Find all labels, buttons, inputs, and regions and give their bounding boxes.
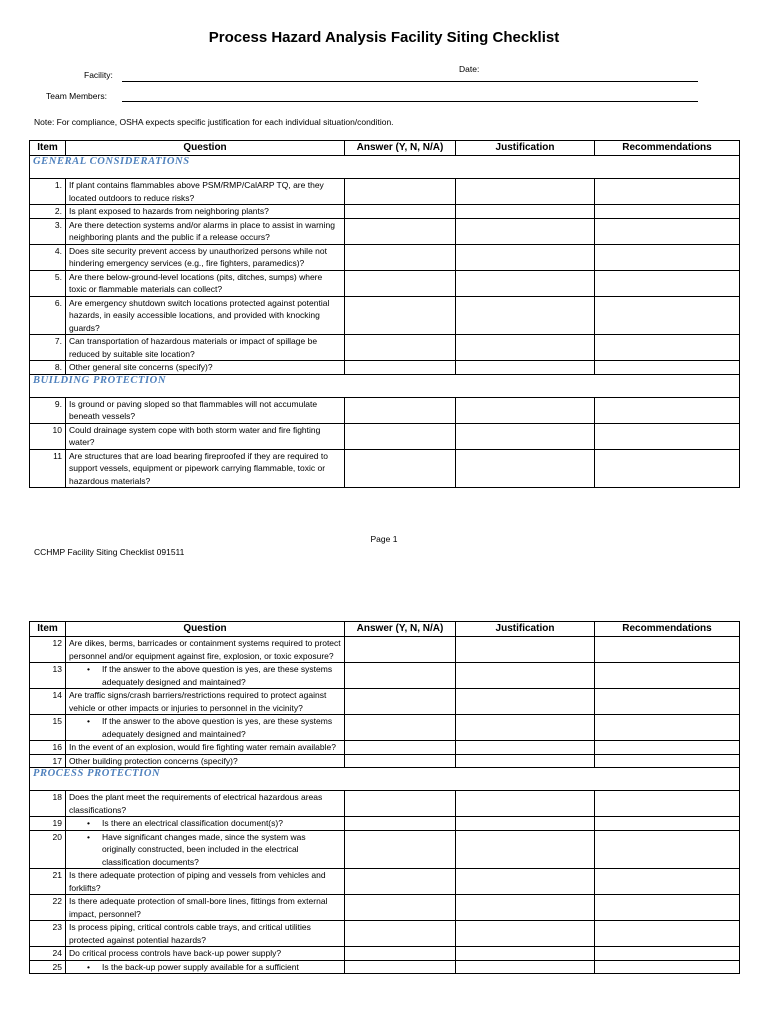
checklist-table-page2 xyxy=(29,621,740,974)
table-row xyxy=(30,244,740,270)
question-cell xyxy=(66,830,345,869)
question-text: Can transportation of hazardous materials or impact of spillage be reduced by suitable site location? xyxy=(69,336,318,359)
recommendations-cell[interactable] xyxy=(595,715,740,741)
item-number: 13 xyxy=(30,663,66,689)
header-justification: Justification xyxy=(456,622,595,637)
table-row xyxy=(30,423,740,449)
item-number: 25 xyxy=(30,960,66,974)
recommendations-cell[interactable] xyxy=(595,637,740,663)
section-header-row xyxy=(30,374,740,397)
item-number: 14 xyxy=(30,689,66,715)
item-number: 6. xyxy=(30,296,66,335)
table-row xyxy=(30,921,740,947)
recommendations-cell[interactable] xyxy=(595,663,740,689)
question-text: Are there detection systems and/or alarms in place to assist in warning neighboring plants and the public if a release occurs? xyxy=(69,219,335,242)
question-text: If plant contains flammables above PSM/RMP/CalARP TQ, are they located outdoors to reduce risks? xyxy=(69,180,324,203)
justification-cell[interactable] xyxy=(456,663,595,689)
item-number: 23 xyxy=(30,921,66,947)
answer-cell[interactable] xyxy=(345,895,456,921)
header-justification: Justification xyxy=(456,141,595,156)
recommendations-cell[interactable] xyxy=(595,397,740,423)
table-row xyxy=(30,947,740,961)
item-number: 22 xyxy=(30,895,66,921)
justification-cell[interactable] xyxy=(456,397,595,423)
question-text: Do critical process controls have back-up power supply? xyxy=(69,948,282,958)
justification-cell[interactable] xyxy=(456,947,595,961)
question-cell xyxy=(66,423,345,449)
table-row xyxy=(30,449,740,488)
header-question: Question xyxy=(66,141,345,156)
justification-cell[interactable] xyxy=(456,296,595,335)
bullet-icon: • xyxy=(87,716,90,726)
answer-cell[interactable] xyxy=(345,689,456,715)
item-number: 5. xyxy=(30,270,66,296)
question-text: Is process piping, critical controls cable trays, and critical utilities protected against potential hazards? xyxy=(69,922,311,945)
document-footer: CCHMP Facility Siting Checklist 091511 xyxy=(34,547,185,557)
header-item: Item xyxy=(30,141,66,156)
section-header-row xyxy=(30,768,740,791)
recommendations-cell[interactable] xyxy=(595,921,740,947)
table-row xyxy=(30,663,740,689)
justification-cell[interactable] xyxy=(456,205,595,219)
answer-cell[interactable] xyxy=(345,205,456,219)
item-number: 4. xyxy=(30,244,66,270)
item-number: 3. xyxy=(30,218,66,244)
question-cell xyxy=(66,218,345,244)
table-row xyxy=(30,869,740,895)
question-text: If the answer to the above question is yes, are these systems adequately designed and maintained? xyxy=(102,664,333,687)
compliance-note: Note: For compliance, OSHA expects specific justification for each individual situation/condition. xyxy=(34,117,394,127)
question-text: Are there below-ground-level locations (pits, ditches, sumps) where toxic or flammable materials can collect? xyxy=(69,271,323,294)
question-text: If the answer to the above question is yes, are these systems adequately designed and maintained? xyxy=(102,716,333,739)
justification-cell[interactable] xyxy=(456,960,595,974)
justification-cell[interactable] xyxy=(456,423,595,449)
table-row xyxy=(30,689,740,715)
table-row xyxy=(30,715,740,741)
question-text: Is there adequate protection of piping and vessels from vehicles and forklifts? xyxy=(69,870,326,893)
question-cell xyxy=(66,179,345,205)
bullet-icon: • xyxy=(87,831,90,842)
table-row xyxy=(30,960,740,974)
bullet-icon: • xyxy=(87,818,90,828)
answer-cell[interactable] xyxy=(345,179,456,205)
justification-cell[interactable] xyxy=(456,244,595,270)
item-number: 12 xyxy=(30,637,66,663)
recommendations-cell[interactable] xyxy=(595,205,740,219)
answer-cell[interactable] xyxy=(345,423,456,449)
recommendations-cell[interactable] xyxy=(595,754,740,768)
item-number: 2. xyxy=(30,205,66,219)
recommendations-cell[interactable] xyxy=(595,218,740,244)
question-text: Are dikes, berms, barricades or containment systems required to protect personnel and/or equipment against fire, explosion, or toxic exposure? xyxy=(69,638,341,661)
table-row xyxy=(30,791,740,817)
date-label: Date: xyxy=(459,64,480,74)
question-cell xyxy=(66,361,345,375)
item-number: 16 xyxy=(30,741,66,755)
question-cell xyxy=(66,754,345,768)
recommendations-cell[interactable] xyxy=(595,869,740,895)
recommendations-cell[interactable] xyxy=(595,449,740,488)
section-title: PROCESS PROTECTION xyxy=(30,768,740,791)
justification-cell[interactable] xyxy=(456,361,595,375)
question-cell xyxy=(66,741,345,755)
header-answer: Answer (Y, N, N/A) xyxy=(345,622,456,637)
question-text: Is the back-up power supply available for a sufficient xyxy=(102,961,299,972)
table-row xyxy=(30,205,740,219)
answer-cell[interactable] xyxy=(345,869,456,895)
answer-cell[interactable] xyxy=(345,244,456,270)
justification-cell[interactable] xyxy=(456,741,595,755)
question-text: Are emergency shutdown switch locations protected against potential hazards, in easily accessible locations, and provided with knocking guards? xyxy=(69,297,330,333)
section-title: BUILDING PROTECTION xyxy=(30,374,740,397)
justification-cell[interactable] xyxy=(456,449,595,488)
justification-cell[interactable] xyxy=(456,869,595,895)
header-recommendations: Recommendations xyxy=(595,141,740,156)
question-text: Other general site concerns (specify)? xyxy=(69,362,213,372)
recommendations-cell[interactable] xyxy=(595,947,740,961)
item-number: 18 xyxy=(30,791,66,817)
table-row xyxy=(30,270,740,296)
recommendations-cell[interactable] xyxy=(595,335,740,361)
recommendations-cell[interactable] xyxy=(595,423,740,449)
item-number: 8. xyxy=(30,361,66,375)
recommendations-cell[interactable] xyxy=(595,179,740,205)
question-cell xyxy=(66,637,345,663)
question-text: Is plant exposed to hazards from neighboring plants? xyxy=(69,206,269,216)
answer-cell[interactable] xyxy=(345,741,456,755)
justification-cell[interactable] xyxy=(456,335,595,361)
recommendations-cell[interactable] xyxy=(595,270,740,296)
question-cell xyxy=(66,449,345,488)
recommendations-cell[interactable] xyxy=(595,244,740,270)
recommendations-cell[interactable] xyxy=(595,361,740,375)
question-cell xyxy=(66,715,345,741)
question-text: Is ground or paving sloped so that flammables will not accumulate beneath vessels? xyxy=(69,398,318,421)
question-text: Is there an electrical classification document(s)? xyxy=(102,818,283,828)
bullet-item xyxy=(69,961,341,974)
question-text: Is there adequate protection of small-bore lines, fittings from external impact, personnel? xyxy=(69,896,328,919)
answer-cell[interactable] xyxy=(345,335,456,361)
answer-cell[interactable] xyxy=(345,791,456,817)
question-text: Have significant changes made, since the system was originally constructed, been included in the electrical classification documents? xyxy=(102,831,306,867)
question-text: Does site security prevent access by unauthorized persons while not hindering emergency services (e.g., fire fighters, paramedics)? xyxy=(69,245,327,268)
page-title: Process Hazard Analysis Facility Siting Checklist xyxy=(208,29,560,46)
item-number: 17 xyxy=(30,754,66,768)
recommendations-cell[interactable] xyxy=(595,830,740,869)
question-cell xyxy=(66,205,345,219)
answer-cell[interactable] xyxy=(345,218,456,244)
justification-cell[interactable] xyxy=(456,830,595,869)
answer-cell[interactable] xyxy=(345,830,456,869)
justification-cell[interactable] xyxy=(456,637,595,663)
question-cell xyxy=(66,335,345,361)
answer-cell[interactable] xyxy=(345,663,456,689)
justification-cell[interactable] xyxy=(456,270,595,296)
recommendations-cell[interactable] xyxy=(595,296,740,335)
item-number: 24 xyxy=(30,947,66,961)
table-row xyxy=(30,218,740,244)
question-cell xyxy=(66,296,345,335)
item-number: 15 xyxy=(30,715,66,741)
section-title: GENERAL CONSIDERATIONS xyxy=(30,156,740,179)
table-row xyxy=(30,741,740,755)
table-row xyxy=(30,637,740,663)
table-header-row xyxy=(30,141,740,156)
question-cell xyxy=(66,397,345,423)
recommendations-cell[interactable] xyxy=(595,895,740,921)
bullet-item xyxy=(69,817,341,830)
answer-cell[interactable] xyxy=(345,637,456,663)
question-cell xyxy=(66,244,345,270)
question-cell xyxy=(66,689,345,715)
recommendations-cell[interactable] xyxy=(595,741,740,755)
recommendations-cell[interactable] xyxy=(595,791,740,817)
question-cell xyxy=(66,921,345,947)
facility-field[interactable] xyxy=(122,81,698,82)
answer-cell[interactable] xyxy=(345,397,456,423)
item-number: 10 xyxy=(30,423,66,449)
table-row xyxy=(30,296,740,335)
item-number: 21 xyxy=(30,869,66,895)
page-number: Page 1 xyxy=(370,534,398,544)
justification-cell[interactable] xyxy=(456,895,595,921)
question-text: Are traffic signs/crash barriers/restrictions required to protect against vehicle or other impacts or injuries to personnel in the vicinity? xyxy=(69,690,327,713)
bullet-item xyxy=(69,831,341,869)
question-cell xyxy=(66,270,345,296)
bullet-item xyxy=(69,663,341,688)
justification-cell[interactable] xyxy=(456,817,595,831)
answer-cell[interactable] xyxy=(345,449,456,488)
bullet-item xyxy=(69,715,341,740)
facility-label: Facility: xyxy=(84,70,113,80)
question-cell xyxy=(66,947,345,961)
table-row xyxy=(30,361,740,375)
item-number: 19 xyxy=(30,817,66,831)
answer-cell[interactable] xyxy=(345,715,456,741)
answer-cell[interactable] xyxy=(345,817,456,831)
team-members-label: Team Members: xyxy=(46,91,107,101)
item-number: 20 xyxy=(30,830,66,869)
item-number: 9. xyxy=(30,397,66,423)
answer-cell[interactable] xyxy=(345,754,456,768)
question-cell xyxy=(66,791,345,817)
answer-cell[interactable] xyxy=(345,921,456,947)
recommendations-cell[interactable] xyxy=(595,817,740,831)
header-item: Item xyxy=(30,622,66,637)
item-number: 7. xyxy=(30,335,66,361)
team-members-field[interactable] xyxy=(122,101,698,102)
question-cell xyxy=(66,895,345,921)
table-row xyxy=(30,830,740,869)
section-header-row xyxy=(30,156,740,179)
question-text: Does the plant meet the requirements of electrical hazardous areas classifications? xyxy=(69,792,323,815)
justification-cell[interactable] xyxy=(456,715,595,741)
item-number: 1. xyxy=(30,179,66,205)
table-row xyxy=(30,179,740,205)
justification-cell[interactable] xyxy=(456,218,595,244)
question-cell xyxy=(66,663,345,689)
justification-cell[interactable] xyxy=(456,179,595,205)
bullet-icon: • xyxy=(87,664,90,674)
table-header-row xyxy=(30,622,740,637)
recommendations-cell[interactable] xyxy=(595,689,740,715)
question-text: In the event of an explosion, would fire fighting water remain available? xyxy=(69,742,336,752)
answer-cell[interactable] xyxy=(345,270,456,296)
header-recommendations: Recommendations xyxy=(595,622,740,637)
answer-cell[interactable] xyxy=(345,960,456,974)
header-answer: Answer (Y, N, N/A) xyxy=(345,141,456,156)
table-row xyxy=(30,335,740,361)
header-question: Question xyxy=(66,622,345,637)
answer-cell[interactable] xyxy=(345,361,456,375)
question-text: Are structures that are load bearing fireproofed if they are required to support vessels, equipment or pipework carrying flammable, toxic or hazardous materials? xyxy=(69,450,328,486)
checklist-table-page1 xyxy=(29,140,740,488)
question-text: Other building protection concerns (specify)? xyxy=(69,755,238,766)
justification-cell[interactable] xyxy=(456,754,595,768)
justification-cell[interactable] xyxy=(456,921,595,947)
bullet-icon: • xyxy=(87,961,90,972)
question-cell xyxy=(66,817,345,831)
answer-cell[interactable] xyxy=(345,947,456,961)
answer-cell[interactable] xyxy=(345,296,456,335)
table-row xyxy=(30,754,740,768)
table-row xyxy=(30,397,740,423)
question-cell xyxy=(66,960,345,974)
justification-cell[interactable] xyxy=(456,689,595,715)
question-text: Could drainage system cope with both storm water and fire fighting water? xyxy=(69,424,321,447)
table-row xyxy=(30,817,740,831)
justification-cell[interactable] xyxy=(456,791,595,817)
item-number: 11 xyxy=(30,449,66,488)
question-cell xyxy=(66,869,345,895)
table-row xyxy=(30,895,740,921)
recommendations-cell[interactable] xyxy=(595,960,740,974)
